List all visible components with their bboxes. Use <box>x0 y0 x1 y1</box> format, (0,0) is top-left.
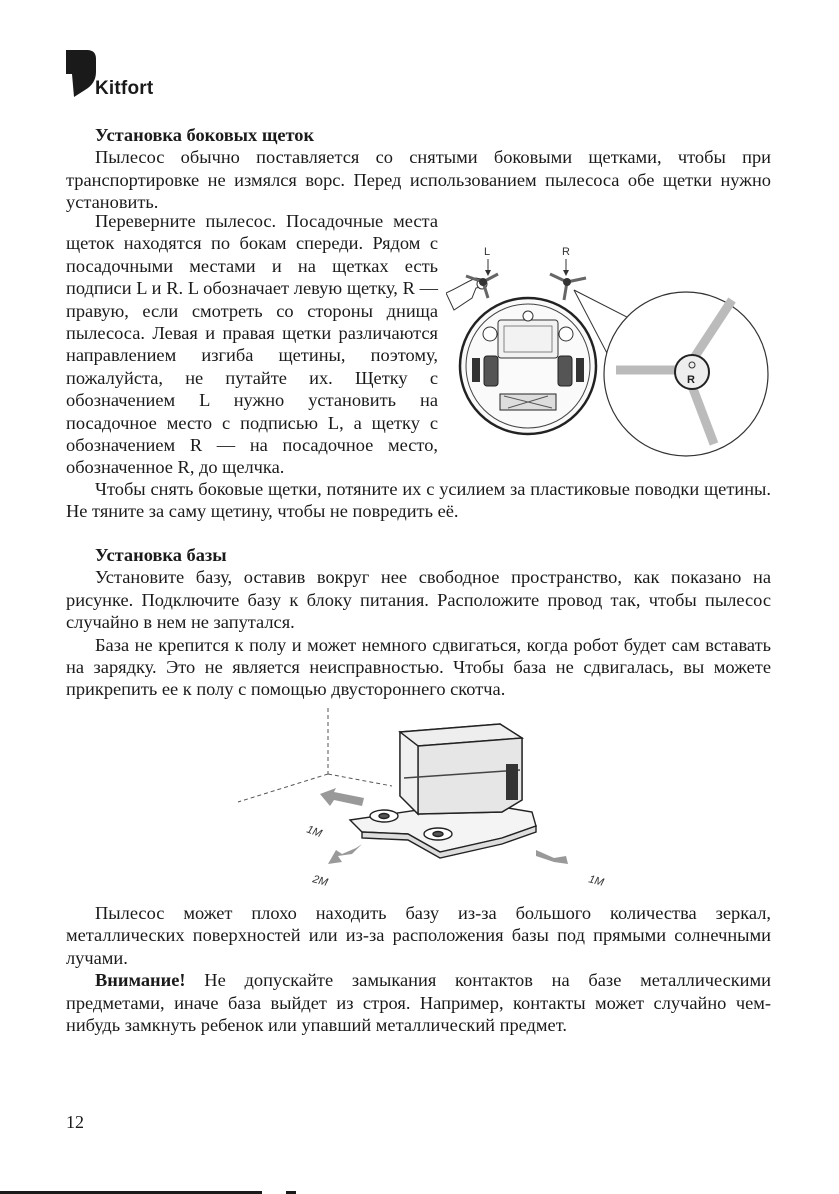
warning-text: Не допускайте замыкания контактов на базе металлическими предметами, иначе база выйдет из строя. Например, контакты может случайно чем-нибудь замкнуть ребенок или упавший металлический предмет. <box>66 970 771 1036</box>
section-notes <box>66 902 771 1036</box>
page-number: 12 <box>66 1112 84 1132</box>
label-r: R <box>562 246 570 258</box>
charging-base-icon <box>350 724 536 858</box>
arrow-back-icon <box>320 788 364 806</box>
paragraph: Пылесос может плохо находить базу из-за большого количества зеркал, металлических поверхностей или из-за расположения базы под прямыми солнечными лучами. <box>66 903 771 968</box>
paragraph: Чтобы снять боковые щетки, потяните их с усилием за пластиковые поводки щетины. Не тяните за саму щетину, чтобы не повредить её. <box>66 479 771 522</box>
label-l: L <box>484 246 491 258</box>
brush-instructions-block <box>66 210 438 479</box>
section-heading: Установка боковых щеток <box>95 125 315 145</box>
label-right: 1M <box>587 873 606 889</box>
paragraph: Пылесос обычно поставляется со снятыми боковыми щетками, чтобы при транспортировке не измялся ворс. Перед использованием пылесоса обе щетки нужно установить. <box>66 147 771 213</box>
arrow-left-icon <box>328 844 362 864</box>
brand-name: Kitfort <box>95 78 154 99</box>
section-base <box>66 544 771 701</box>
label-back: 1M <box>304 823 324 841</box>
paragraph: Установите базу, оставив вокруг нее свободное пространство, как показано на рисунке. Подключите базу к блоку питания. Расположите провод так, чтобы пылесос случайно в нем не запутался. <box>66 567 771 633</box>
arrow-right-icon <box>536 850 568 864</box>
warning-label: Внимание! <box>95 970 186 991</box>
label-left: 2M <box>311 873 330 889</box>
paragraph: База не крепится к полу и может немного сдвигаться, когда робот будет сам вставать на зарядку. Это не является неисправностью. Чтобы база не сдвигалась, вы можете прикрепить ее к полу с помощью двустороннего скотча. <box>66 634 771 700</box>
robot-vacuum-underside-icon <box>460 298 596 434</box>
section-side-brushes <box>66 124 771 214</box>
warning-paragraph <box>66 969 771 1036</box>
charging-base-illustration <box>232 704 612 894</box>
zoom-brush-detail <box>604 292 768 456</box>
zoom-label-r: R <box>687 374 695 386</box>
section-heading: Установка базы <box>95 545 227 565</box>
side-brush-illustration <box>446 238 774 460</box>
brush-removal-block <box>66 478 771 523</box>
paragraph: Переверните пылесос. Посадочные места щеток находятся по бокам спереди. Рядом с посадочными местами и на щетках есть подписи L и R. L обозначает левую щетку, R — правую, если смотреть со стороны днища пылесоса. Левая и правая щетки различаются направлением изгиба щетины, поэтому, пожалуйста, не путайте их. Щетку с обозначением L нужно установить на посадочное место с подписью L, а щетку с обозначением R — на посадочное место, обозначенное R, до щелчка. <box>66 211 438 478</box>
brush-r-icon <box>550 274 586 300</box>
